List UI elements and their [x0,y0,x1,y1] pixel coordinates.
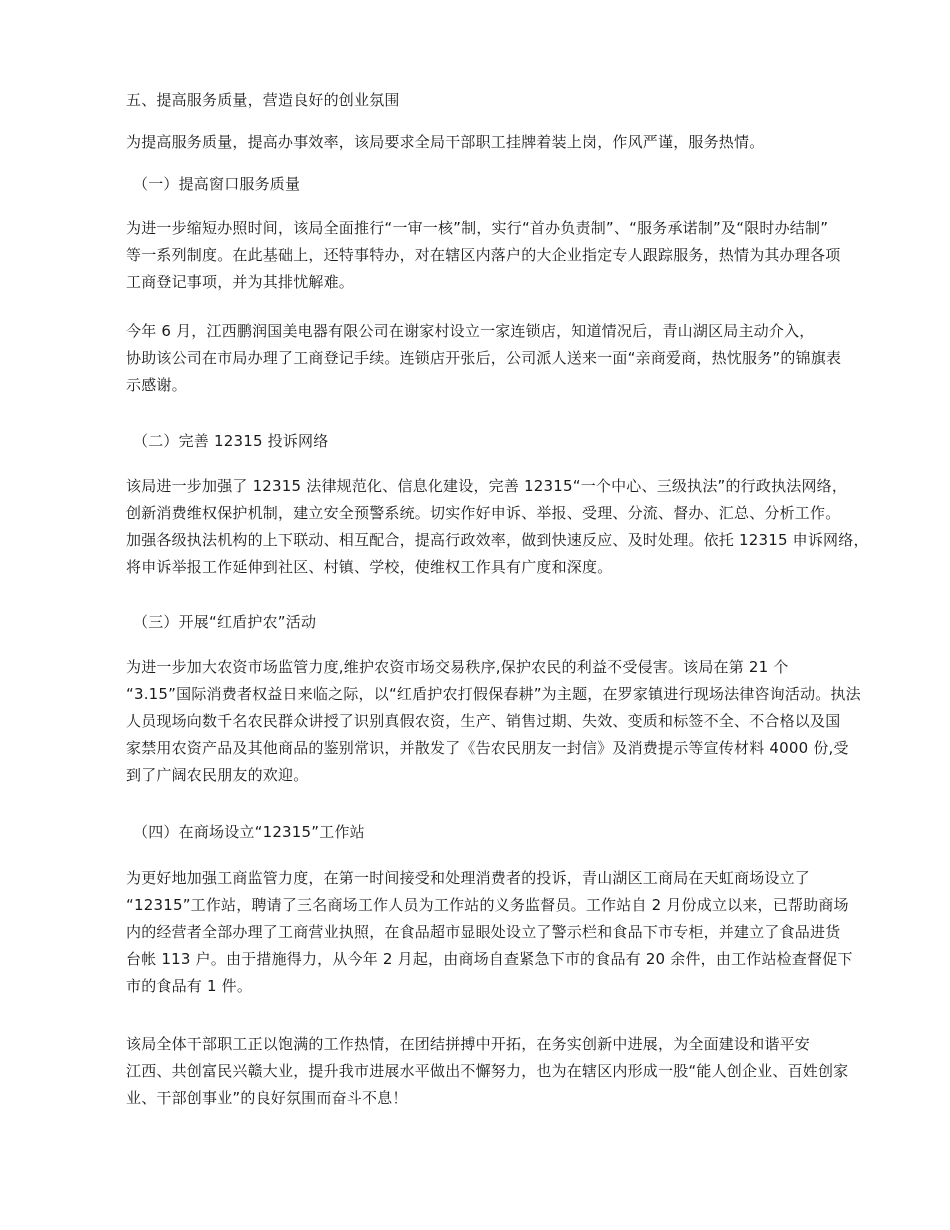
text-line: 江西、共创富民兴赣大业，提升我市进展水平做出不懈努力，也为在辖区内形成一股“能人创企业、百姓创家 [126,1062,849,1080]
text-line: 家禁用农资产品及其他商品的鉴别常识，并散发了《告农民朋友一封信》及消费提示等宣传材料 4000 份,受 [126,739,849,757]
text-line: 等一系列制度。在此基础上，还特事特办，对在辖区内落户的大企业指定专人跟踪服务，热情为其办理各项 [126,246,841,264]
text-line: 加强各级执法机构的上下联动、相互配合，提高行政效率，做到快速反应、及时处理。依托 12315 申诉网络， [126,531,869,549]
section-title [126,87,866,114]
text-line: 为进一步缩短办照时间，该局全面推行“一审一核”制，实行“首办负责制”、“服务承诺制”及“限时办结制” [126,219,829,237]
subsection-2-title [133,428,873,455]
text-line: 内的经营者全部办理了工商营业执照，在食品超市显眼处设立了警示栏和食品下市专柜，并建立了食品进货 [126,923,841,941]
text-line: 协助该公司在市局办理了工商登记手续。连锁店开张后，公司派人送来一面“亲商爱商，热忱服务”的锦旗表 [126,349,842,367]
text-line: 示感谢。 [126,376,187,394]
text-line: 人员现场向数千名农民群众讲授了识别真假农资，生产、销售过期、失效、变质和标签不全、不合格以及国 [126,712,841,730]
text-line: “12315”工作站，聘请了三名商场工作人员为工作站的义务监督员。工作站自 2 月份成立以来，已帮助商场 [126,896,849,914]
subsection-3-title-text: （三）开展“红盾护农”活动 [133,613,317,631]
text-line: 为进一步加大农资市场监管力度,维护农资市场交易秩序,保护农民的利益不受侵害。该局在第 21 个 [126,658,789,676]
intro-paragraph [126,129,866,156]
text-line: 到了广阔农民朋友的欢迎。 [126,766,309,784]
subsection-4-title-text: （四）在商场设立“12315”工作站 [133,823,365,841]
text-line: 该局进一步加强了 12315 法律规范化、信息化建设，完善 12315“一个中心、三级执法”的行政执法网络， [126,477,848,495]
text-line: 今年 6 月，江西鹏润国美电器有限公司在谢家村设立一家连锁店，知道情况后，青山湖区局主动介入， [126,322,815,340]
text-line: “3.15”国际消费者权益日来临之际，以“红盾护农打假保春耕”为主题，在罗家镇进行现场法律咨询活动。执法 [126,685,861,703]
text-line: 业、干部创事业”的良好氛围而奋斗不息！ [126,1089,408,1107]
section-title-text: 五、提高服务质量，营造良好的创业氛围 [126,91,400,109]
subsection-1-title-text: （一）提高窗口服务质量 [133,175,301,193]
subsection-3-title [133,609,873,636]
subsection-2-paragraph-1 [126,473,869,581]
intro-text: 为提高服务质量，提高办事效率，该局要求全局干部职工挂牌着装上岗，作风严谨，服务热情。 [126,133,765,151]
text-line: 台帐 113 户。由于措施得力，从今年 2 月起，由商场自查紧急下市的食品有 20 余件，由工作站检查督促下 [126,950,853,968]
text-line: 将申诉举报工作延伸到社区、村镇、学校，使维权工作具有广度和深度。 [126,558,613,576]
subsection-1-title [133,171,873,198]
subsection-1-paragraph-1 [126,215,866,296]
text-line: 该局全体干部职工正以饱满的工作热情，在团结拼搏中开拓，在务实创新中进展，为全面建设和谐平安 [126,1035,811,1053]
subsection-1-paragraph-2 [126,318,866,399]
text-line: 市的食品有 1 件。 [126,977,253,995]
subsection-4-paragraph-1 [126,865,866,1000]
closing-paragraph [126,1031,866,1112]
subsection-4-title [133,819,873,846]
text-line: 工商登记事项，并为其排忧解难。 [126,273,355,291]
subsection-3-paragraph-1 [126,654,866,789]
text-line: 为更好地加强工商监管力度，在第一时间接受和处理消费者的投诉，青山湖区工商局在天虹商场设立了 [126,869,811,887]
subsection-2-title-text: （二）完善 12315 投诉网络 [133,432,329,450]
text-line: 创新消费维权保护机制，建立安全预警系统。切实作好申诉、举报、受理、分流、督办、汇总、分析工作。 [126,504,841,522]
